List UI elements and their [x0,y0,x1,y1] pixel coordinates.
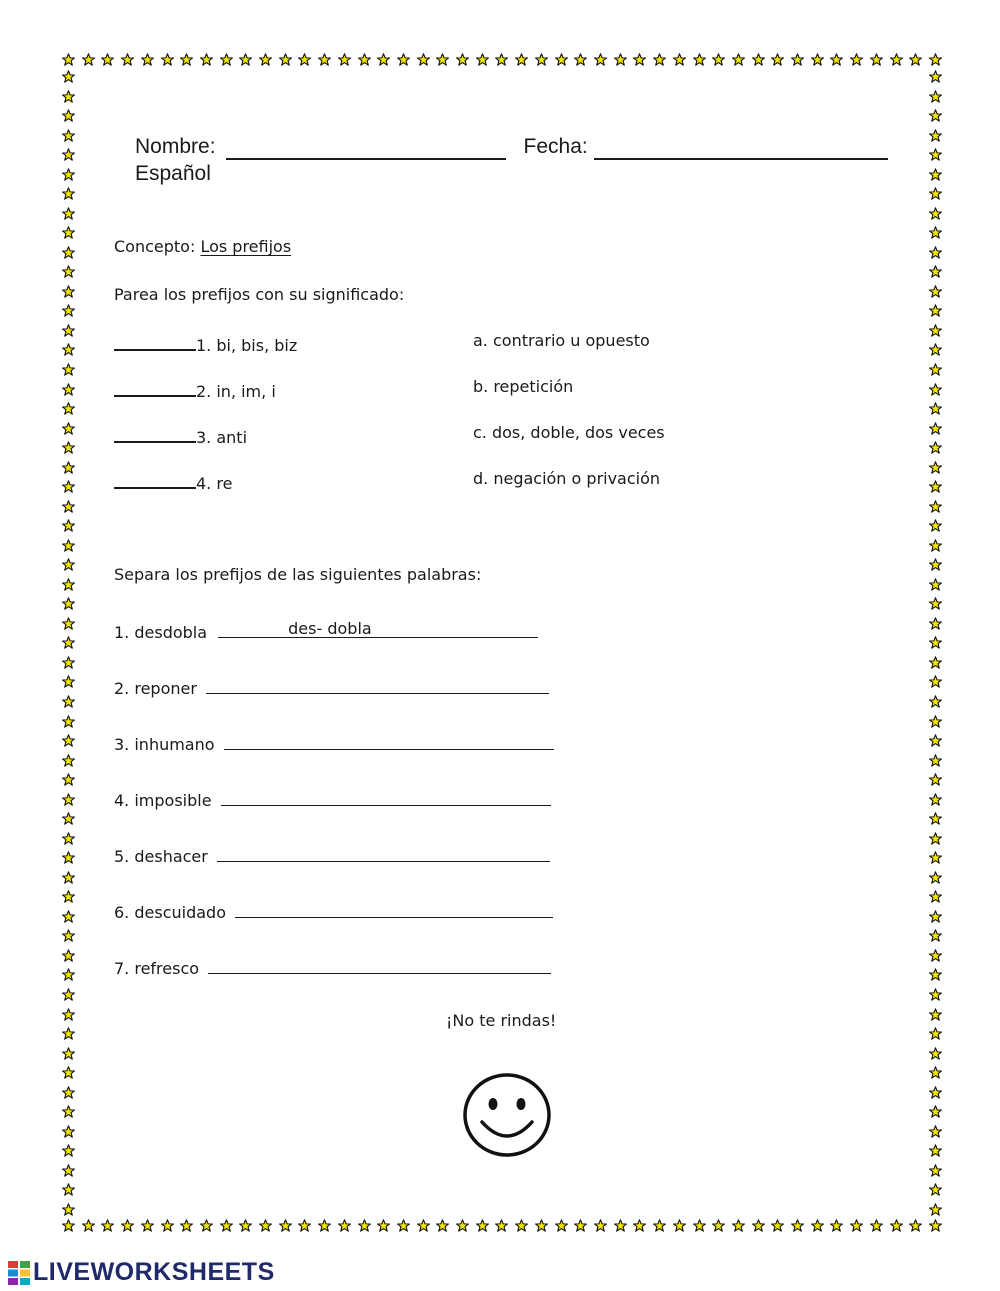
star-icon [555,1219,568,1232]
star-icon [259,53,272,66]
star-icon [693,53,706,66]
star-icon [318,53,331,66]
word-row [114,731,554,755]
star-icon [594,1219,607,1232]
word-label: 3. inhumano [114,735,215,754]
star-icon [62,461,75,474]
star-icon [929,715,942,728]
star-icon [574,1219,587,1232]
star-icon [929,812,942,825]
star-icon [62,675,75,688]
star-icon [929,1066,942,1079]
star-icon [929,441,942,454]
star-icon [279,1219,292,1232]
star-border-top [62,53,942,66]
star-icon [62,949,75,962]
match-row [114,331,297,356]
star-icon [712,53,725,66]
star-icon [535,1219,548,1232]
star-icon [417,53,430,66]
star-icon [121,1219,134,1232]
star-icon [62,597,75,610]
star-icon [870,1219,883,1232]
star-icon [594,53,607,66]
star-icon [62,187,75,200]
star-icon [929,402,942,415]
star-icon [62,148,75,161]
word-answer-field[interactable] [208,955,551,974]
star-icon [929,968,942,981]
word-row [114,787,551,811]
star-icon [62,1008,75,1021]
star-icon [62,129,75,142]
star-icon [929,754,942,767]
star-icon [62,968,75,981]
closing-message: ¡No te rindas! [446,1011,557,1030]
star-icon [62,715,75,728]
star-icon [929,343,942,356]
star-icon [850,1219,863,1232]
star-icon [62,70,75,83]
star-icon [555,53,568,66]
word-answer-field[interactable] [217,843,550,862]
star-icon [929,1203,942,1216]
star-icon [929,773,942,786]
star-icon [456,1219,469,1232]
star-icon [929,148,942,161]
word-row [114,899,553,923]
prefix-item: 3. anti [196,428,248,447]
star-icon [890,1219,903,1232]
star-icon [673,1219,686,1232]
star-icon [101,53,114,66]
star-icon [62,812,75,825]
name-field[interactable] [226,136,506,160]
star-icon [62,500,75,513]
star-icon [614,53,627,66]
star-icon [121,53,134,66]
concept-value: Los prefijos [200,237,292,256]
star-icon [929,636,942,649]
star-icon [62,343,75,356]
star-icon [929,1164,942,1177]
meaning-item: c. dos, doble, dos veces [473,423,665,442]
star-icon [929,383,942,396]
star-icon [929,851,942,864]
star-icon [870,53,883,66]
star-icon [62,363,75,376]
star-border-right [929,70,942,1216]
prefix-item: 4. re [196,474,233,493]
date-label: Fecha: [523,135,588,158]
subject-label: Español [135,162,211,185]
word-row [114,619,538,643]
star-icon [929,109,942,122]
star-icon [239,1219,252,1232]
star-icon [62,773,75,786]
meaning-item: a. contrario u opuesto [473,331,650,350]
star-icon [141,53,154,66]
star-icon [220,53,233,66]
star-icon [161,1219,174,1232]
star-icon [62,441,75,454]
star-icon [62,1203,75,1216]
star-icon [732,53,745,66]
star-icon [929,168,942,181]
star-icon [476,53,489,66]
star-icon [929,304,942,317]
star-icon [259,1219,272,1232]
liveworksheets-logo-icon [8,1261,30,1285]
star-icon [62,636,75,649]
star-icon [929,871,942,884]
star-icon [62,90,75,103]
star-icon [929,129,942,142]
star-icon [62,1164,75,1177]
brand-name: LIVEWORKSHEETS [33,1258,275,1286]
star-icon [338,53,351,66]
star-icon [397,1219,410,1232]
star-icon [929,422,942,435]
star-icon [62,1219,75,1232]
star-icon [180,53,193,66]
star-icon [62,617,75,630]
star-icon [929,1008,942,1021]
star-icon [62,871,75,884]
star-icon [62,832,75,845]
star-icon [929,558,942,571]
star-icon [929,695,942,708]
star-icon [791,53,804,66]
star-icon [298,53,311,66]
star-icon [850,53,863,66]
date-field[interactable] [594,136,888,160]
star-icon [929,285,942,298]
star-icon [752,53,765,66]
star-icon [929,675,942,688]
match-answer-blank[interactable] [114,377,196,397]
word-row [114,843,550,867]
star-icon [62,480,75,493]
star-icon [298,1219,311,1232]
worksheet-header [135,133,888,187]
word-label: 7. refresco [114,959,200,978]
star-icon [929,363,942,376]
star-icon [515,53,528,66]
star-icon [82,53,95,66]
separate-instruction: Separa los prefijos de las siguientes palabras: [114,565,482,584]
star-icon [101,1219,114,1232]
star-icon [200,53,213,66]
star-icon [62,53,75,66]
star-icon [62,226,75,239]
star-icon [161,53,174,66]
star-icon [929,1105,942,1118]
star-icon [515,1219,528,1232]
star-icon [62,988,75,1001]
star-icon [62,246,75,259]
star-icon [62,1066,75,1079]
star-icon [62,1125,75,1138]
star-icon [791,1219,804,1232]
star-icon [633,1219,646,1232]
star-icon [929,1047,942,1060]
smiley-face-icon [462,1072,552,1158]
star-icon [653,1219,666,1232]
star-icon [377,53,390,66]
star-icon [633,53,646,66]
star-icon [417,1219,430,1232]
star-icon [62,265,75,278]
star-icon [929,207,942,220]
star-icon [62,1183,75,1196]
star-icon [62,1086,75,1099]
star-icon [929,246,942,259]
star-icon [929,187,942,200]
meaning-item: d. negación o privación [473,469,661,488]
star-icon [890,53,903,66]
name-label: Nombre: [135,135,216,158]
match-row [114,377,276,402]
word-answer-field[interactable] [221,787,551,806]
star-icon [62,519,75,532]
word-answer-field[interactable] [218,619,538,638]
star-icon [62,695,75,708]
star-icon [929,949,942,962]
star-icon [929,617,942,630]
match-answer-blank[interactable] [114,423,196,443]
prefix-item: 1. bi, bis, biz [196,336,298,355]
star-icon [929,793,942,806]
star-icon [495,1219,508,1232]
star-icon [220,1219,233,1232]
star-icon [456,53,469,66]
star-icon [62,539,75,552]
star-icon [712,1219,725,1232]
star-icon [82,1219,95,1232]
star-icon [929,461,942,474]
star-icon [929,539,942,552]
star-icon [929,500,942,513]
footer-brand [8,1258,275,1287]
star-icon [180,1219,193,1232]
star-icon [62,929,75,942]
star-icon [62,1105,75,1118]
star-icon [62,890,75,903]
star-icon [62,285,75,298]
star-icon [929,1125,942,1138]
star-icon [239,53,252,66]
star-icon [495,53,508,66]
star-icon [929,519,942,532]
word-row [114,675,549,699]
star-icon [771,53,784,66]
star-icon [436,53,449,66]
match-instruction: Parea los prefijos con su significado: [114,285,405,304]
star-icon [62,558,75,571]
match-answer-blank[interactable] [114,469,196,489]
star-icon [62,851,75,864]
star-icon [62,1027,75,1040]
star-icon [929,988,942,1001]
star-icon [62,324,75,337]
star-icon [830,53,843,66]
star-icon [62,793,75,806]
star-icon [653,53,666,66]
star-icon [811,53,824,66]
star-icon [929,656,942,669]
star-icon [929,1027,942,1040]
star-icon [62,207,75,220]
star-icon [200,1219,213,1232]
star-icon [929,1183,942,1196]
star-icon [693,1219,706,1232]
concept-label: Concepto: [114,237,196,256]
meaning-item: b. repetición [473,377,574,396]
example-answer: des- dobla [288,619,372,638]
star-icon [929,90,942,103]
word-row [114,955,551,979]
star-icon [318,1219,331,1232]
star-icon [811,1219,824,1232]
star-icon [62,578,75,591]
star-icon [62,1047,75,1060]
star-icon [62,656,75,669]
star-icon [830,1219,843,1232]
star-icon [909,1219,922,1232]
star-icon [476,1219,489,1232]
star-icon [929,910,942,923]
star-icon [62,1144,75,1157]
star-icon [929,1219,942,1232]
star-icon [574,53,587,66]
word-answer-field[interactable] [224,731,554,750]
prefix-item: 2. in, im, i [196,382,276,401]
star-icon [62,109,75,122]
star-icon [929,734,942,747]
star-icon [929,578,942,591]
star-icon [614,1219,627,1232]
star-icon [62,734,75,747]
concept-line [114,237,291,257]
star-icon [929,890,942,903]
star-icon [535,53,548,66]
star-icon [62,422,75,435]
word-label: 6. descuidado [114,903,226,922]
star-icon [62,168,75,181]
star-icon [929,226,942,239]
word-answer-field[interactable] [206,675,549,694]
star-icon [358,53,371,66]
star-icon [62,402,75,415]
match-answer-blank[interactable] [114,331,196,351]
star-icon [436,1219,449,1232]
star-icon [929,324,942,337]
star-icon [929,70,942,83]
star-icon [929,265,942,278]
star-icon [929,480,942,493]
star-icon [397,53,410,66]
star-icon [62,910,75,923]
star-icon [141,1219,154,1232]
word-answer-field[interactable] [235,899,553,918]
star-icon [929,929,942,942]
star-icon [279,53,292,66]
star-icon [62,383,75,396]
star-icon [732,1219,745,1232]
star-icon [673,53,686,66]
match-row [114,469,232,494]
star-icon [929,1144,942,1157]
star-icon [338,1219,351,1232]
star-icon [929,1086,942,1099]
star-icon [929,597,942,610]
word-label: 1. desdobla [114,623,208,642]
star-icon [62,754,75,767]
star-icon [909,53,922,66]
star-icon [358,1219,371,1232]
word-label: 2. reponer [114,679,197,698]
star-icon [377,1219,390,1232]
star-icon [62,304,75,317]
star-icon [771,1219,784,1232]
word-label: 5. deshacer [114,847,208,866]
star-border-left [62,70,75,1216]
star-icon [929,53,942,66]
word-label: 4. imposible [114,791,212,810]
match-row [114,423,247,448]
star-icon [929,832,942,845]
star-border-bottom [62,1219,942,1232]
star-icon [752,1219,765,1232]
